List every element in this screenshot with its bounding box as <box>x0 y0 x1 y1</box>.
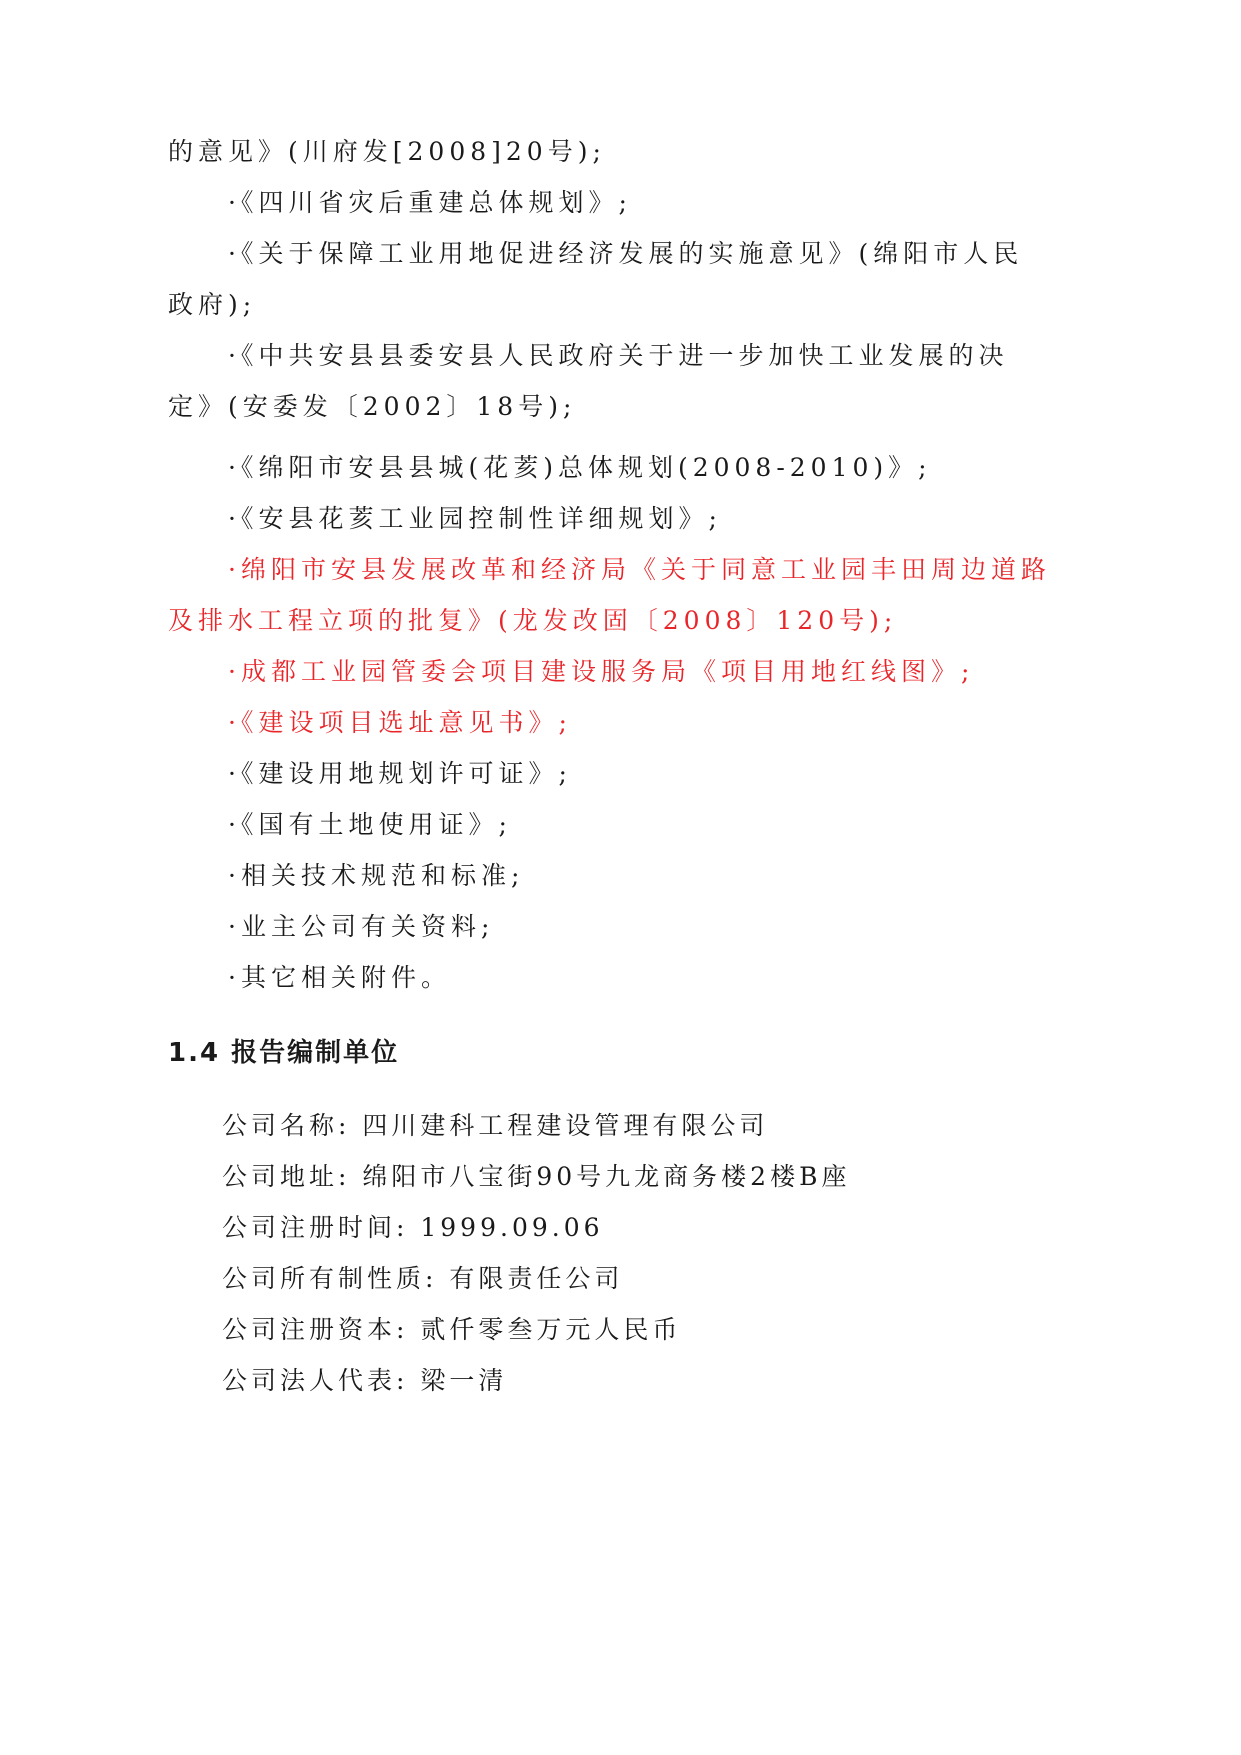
basis-item: ·《四川省灾后重建总体规划》; <box>228 188 632 217</box>
basis-item: ·业主公司有关资料; <box>228 912 495 941</box>
basis-item: 政府); <box>168 290 257 319</box>
company-legal-representative: 公司法人代表: 梁一清 <box>222 1366 508 1395</box>
basis-item: ·《安县花荄工业园控制性详细规划》; <box>228 504 722 533</box>
basis-item: ·其它相关附件。 <box>228 963 451 992</box>
basis-item: ·相关技术规范和标准; <box>228 861 525 890</box>
basis-item: ·《关于保障工业用地促进经济发展的实施意见》(绵阳市人民 <box>228 239 1024 268</box>
basis-item: ·《中共安县县委安县人民政府关于进一步加快工业发展的决 <box>228 341 1009 370</box>
basis-item: ·《建设用地规划许可证》; <box>228 759 572 788</box>
company-ownership: 公司所有制性质: 有限责任公司 <box>222 1264 624 1293</box>
basis-item-highlighted: ·成都工业园管委会项目建设服务局《项目用地红线图》; <box>228 657 975 686</box>
basis-item-highlighted: ·《建设项目选址意见书》; <box>228 708 572 737</box>
basis-item-highlighted: 及排水工程立项的批复》(龙发改固〔2008〕120号); <box>168 606 898 635</box>
basis-item: 定》(安委发〔2002〕18号); <box>168 392 577 421</box>
basis-item: ·《国有土地使用证》; <box>228 810 512 839</box>
company-registration-date: 公司注册时间: 1999.09.06 <box>222 1213 604 1242</box>
basis-item-highlighted: ·绵阳市安县发展改革和经济局《关于同意工业园丰田周边道路 <box>228 555 1051 584</box>
basis-item: 的意见》(川府发[2008]20号); <box>168 137 606 166</box>
basis-item: ·《绵阳市安县县城(花荄)总体规划(2008-2010)》; <box>228 453 932 482</box>
company-registered-capital: 公司注册资本: 贰仟零叁万元人民币 <box>222 1315 682 1344</box>
section-heading: 1.4 报告编制单位 <box>168 1038 400 1068</box>
company-name: 公司名称: 四川建科工程建设管理有限公司 <box>222 1111 769 1140</box>
company-address: 公司地址: 绵阳市八宝街90号九龙商务楼2楼B座 <box>222 1162 851 1191</box>
